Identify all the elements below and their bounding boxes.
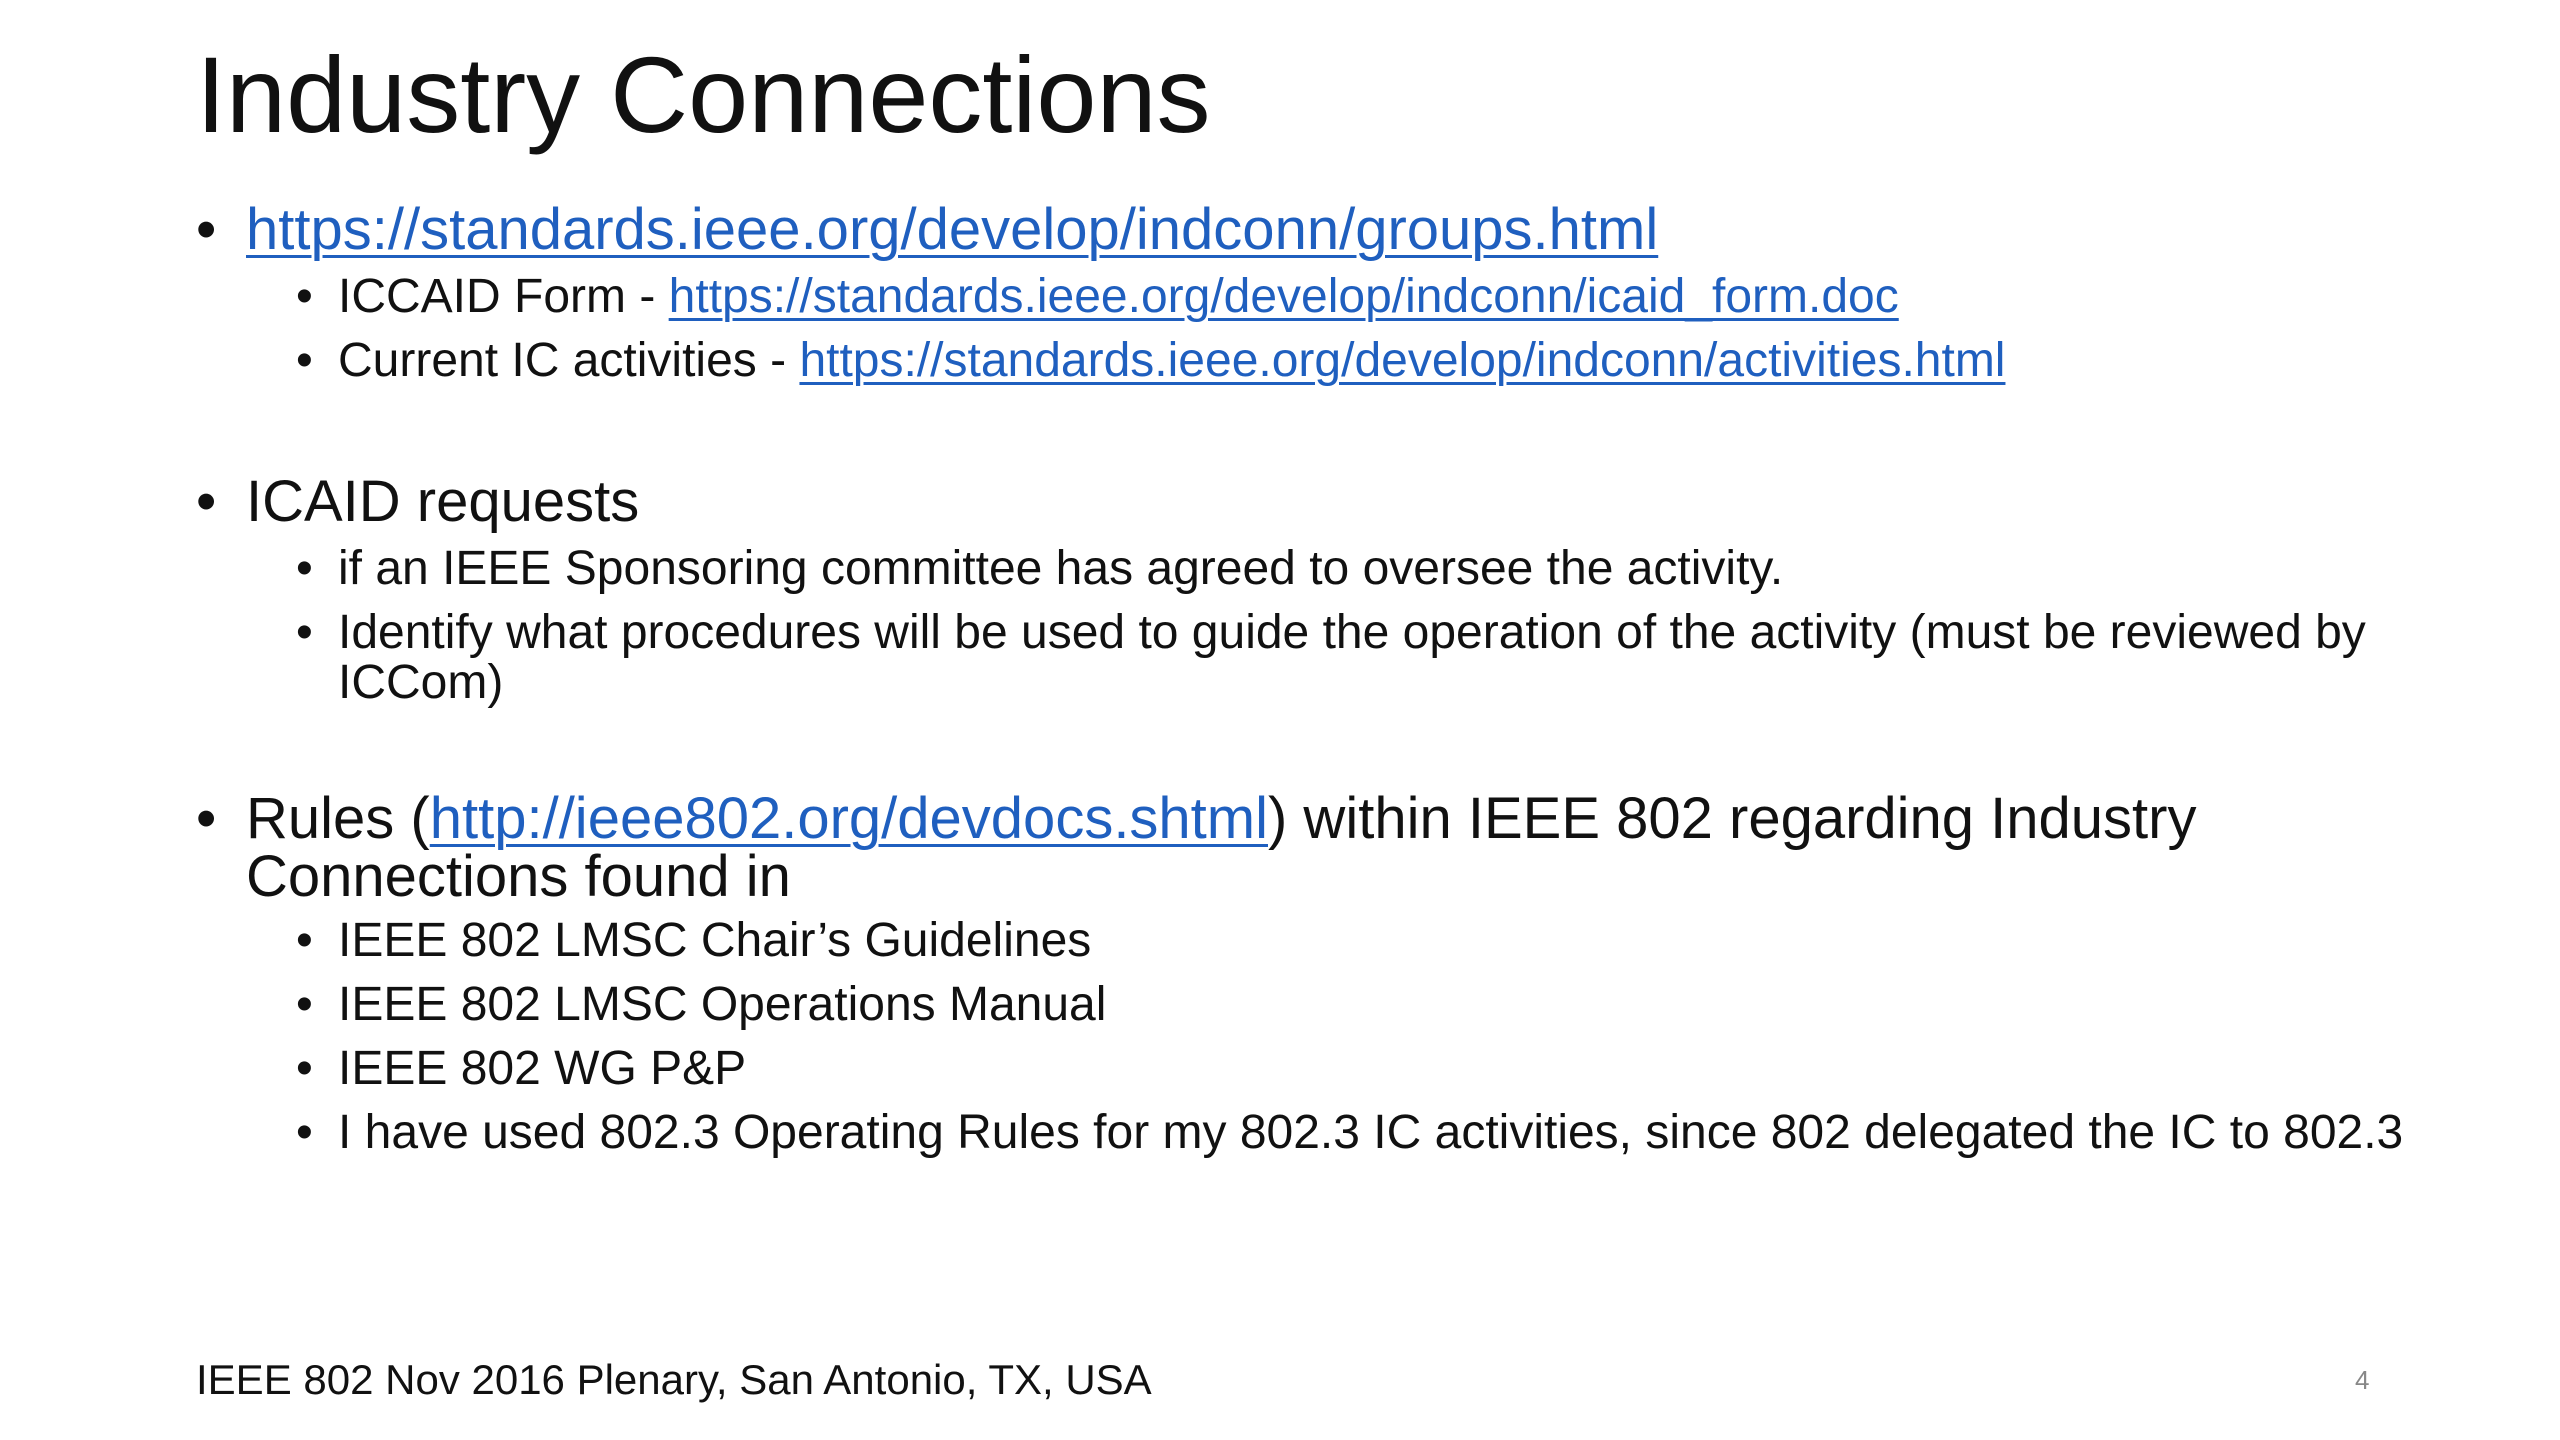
slide-body [196, 197, 2404, 1159]
chair-guidelines-text: IEEE 802 LMSC Chair’s Guidelines [338, 914, 1092, 967]
bullet-icon: • [196, 469, 217, 534]
bullet-rules [196, 786, 2346, 909]
slide-footer: IEEE 802 Nov 2016 Plenary, San Antonio, TX, USA [196, 1356, 1152, 1403]
bullet-current-activities [296, 336, 2396, 386]
current-activities-label: Current IC activities - [338, 334, 800, 387]
bullet-icon: • [296, 1106, 313, 1159]
bullet-icon: • [196, 197, 217, 262]
bullet-identify-procedures [296, 608, 2518, 708]
rules-suffix: ) within IEEE 802 regarding Industry Connections found in [246, 786, 2197, 909]
groups-link[interactable]: https://standards.ieee.org/develop/indconn/groups.html [246, 197, 1659, 262]
bullet-icaid-requests [196, 469, 2396, 534]
bullet-wg-pp [296, 1044, 2396, 1094]
icaid-requests-text: ICAID requests [246, 469, 640, 534]
bullet-icon: • [296, 1042, 313, 1095]
sponsoring-committee-text: if an IEEE Sponsoring committee has agreed to oversee the activity. [338, 542, 1784, 595]
bullet-operations-manual [296, 980, 2396, 1030]
activities-link[interactable]: https://standards.ieee.org/develop/indconn/activities.html [799, 334, 2006, 387]
bullet-icon: • [296, 334, 313, 387]
devdocs-link[interactable]: http://ieee802.org/devdocs.shtml [429, 786, 1268, 851]
operations-manual-text: IEEE 802 LMSC Operations Manual [338, 978, 1107, 1031]
bullet-sponsoring-committee [296, 544, 2396, 594]
slide-title: Industry Connections [196, 34, 1211, 155]
bullet-icon: • [296, 542, 313, 595]
page-number: 4 [2355, 1365, 2370, 1395]
bullet-operating-rules [296, 1108, 2518, 1158]
bullet-icon: • [296, 606, 313, 659]
bullet-groups-link [196, 197, 2396, 262]
bullet-icon: • [296, 270, 313, 323]
bullet-icon: • [196, 786, 217, 851]
bullet-icon: • [296, 914, 313, 967]
operating-rules-text: I have used 802.3 Operating Rules for my 802.3 IC activities, since 802 delegated the IC to 802.3 [338, 1106, 2404, 1159]
bullet-iccaid-form [296, 272, 2396, 322]
wg-pp-text: IEEE 802 WG P&P [338, 1042, 747, 1095]
rules-prefix: Rules ( [246, 786, 430, 851]
icaid-form-link[interactable]: https://standards.ieee.org/develop/indconn/icaid_form.doc [668, 270, 1899, 323]
bullet-icon: • [296, 978, 313, 1031]
bullet-chair-guidelines [296, 916, 2396, 966]
identify-procedures-text: Identify what procedures will be used to guide the operation of the activity (must be reviewed by ICCom) [338, 606, 2366, 709]
iccaid-form-label: ICCAID Form - [338, 270, 669, 323]
